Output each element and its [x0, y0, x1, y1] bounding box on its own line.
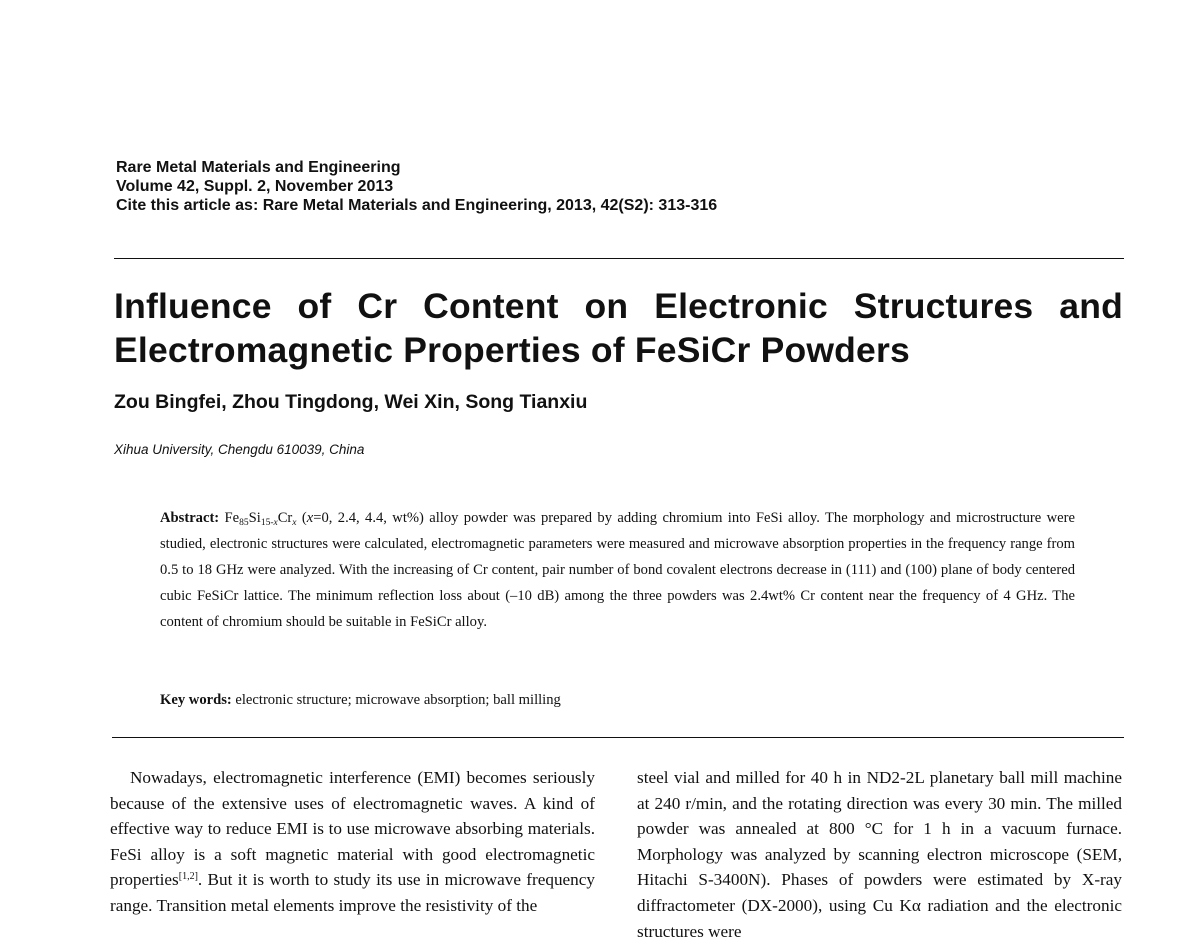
- keywords: [160, 692, 561, 709]
- abstract-text: =0, 2.4, 4.4, wt%) alloy powder was prepared by adding chromium into FeSi alloy. The morphology and microstructure were studied, electronic structures were calculated, electromagnetic parameters were measured and microwave absorption properties in the frequency range from 0.5 to 18 GHz were analyzed. With the increasing of Cr content, pair number of bond covalent electrons decrease in (111) and (100) plane of body centered cubic FeSiCr lattice. The minimum reflection loss about (–10 dB) among the three powders was 2.4wt% Cr content near the frequency of 4 GHz. The content of chromium should be suitable in FeSiCr alloy.: [160, 510, 1075, 630]
- formula-cr: Cr: [277, 510, 293, 526]
- abstract-divider: [112, 737, 1124, 738]
- citation-line: Cite this article as: Rare Metal Materials and Engineering, 2013, 42(S2): 313-316: [116, 197, 718, 214]
- formula-si-subscript: 15-x: [260, 518, 278, 528]
- body-column-right: steel vial and milled for 40 h in ND2-2L planetary ball mill machine at 240 r/min, and the rotating direction was every 30 min. The milled powder was annealed at 800 °C for 1 h in a vacuum furnace. Morphology was analyzed by scanning electron microscope (SEM, Hitachi S-3400N). Phases of powders were estimated by X-ray diffractometer (DX-2000), using Cu Kα radiation and the electronic structures were: [637, 768, 1122, 941]
- body-column-left: Nowadays, electromagnetic interference (EMI) becomes seriously because of the extensive uses of electromagnetic waves. A kind of effective way to reduce EMI is to use microwave absorbing materials. FeSi alloy is a soft magnetic material with good electromagnetic properties[1,2]. But it is worth to study its use in microwave frequency range. Transition metal elements improve the resistivity of the: [110, 768, 595, 915]
- formula-si: Si: [248, 510, 261, 526]
- keywords-text: electronic structure; microwave absorption; ball milling: [231, 692, 561, 708]
- keywords-label: Key words:: [160, 692, 232, 708]
- journal-name: Rare Metal Materials and Engineering: [116, 159, 401, 176]
- abstract-label: Abstract:: [160, 510, 220, 526]
- affiliation: Xihua University, Chengdu 610039, China: [114, 442, 365, 457]
- formula-fe: Fe: [224, 510, 240, 526]
- paper-title: Influence of Cr Content on Electronic Structures and Electromagnetic Properties of FeSiCr Powders: [114, 286, 1123, 370]
- author-list: Zou Bingfei, Zhou Tingdong, Wei Xin, Song Tianxiu: [114, 391, 588, 413]
- abstract: Abstract: $Fe_{85}Si_{15-x}Cr_x$ (x=0, 2.4, 4.4, wt%) alloy powder was prepared by adding chromium into FeSi alloy. The morphology and microstructure were studied, electronic structures were calculated, electromagnetic parameters were measured and microwave absorption properties in the frequency range from 0.5 to 18 GHz were analyzed. With the increasing of Cr content, pair number of bond covalent electrons decrease in (111) and (100) plane of body centered cubic FeSiCr lattice. The minimum reflection loss about (–10 dB) among the three powders was 2.4wt% Cr content near the frequency of 4 GHz. The content of chromium should be suitable in FeSiCr alloy.: [160, 510, 1075, 630]
- variable-x: x: [306, 510, 314, 526]
- citation-ref: [1,2]: [178, 871, 198, 883]
- journal-header: [116, 158, 717, 215]
- header-divider: [114, 258, 1124, 259]
- formula-cr-subscript: x: [292, 518, 297, 528]
- formula-fe-subscript: 85: [239, 518, 249, 528]
- journal-volume: Volume 42, Suppl. 2, November 2013: [116, 178, 394, 195]
